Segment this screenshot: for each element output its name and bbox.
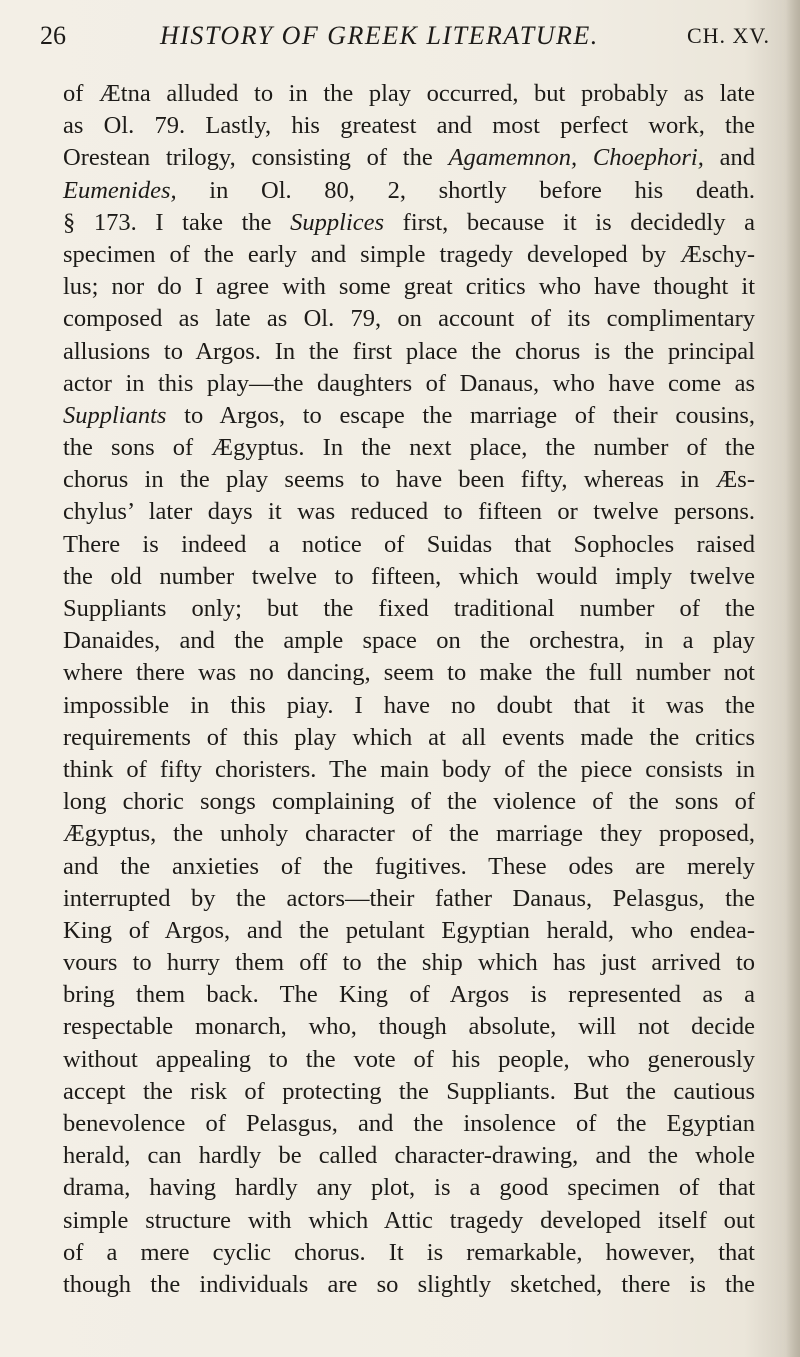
text-line [63, 561, 755, 593]
text-line [63, 947, 755, 979]
text-segment: think of fifty choristers. The main body of the piece consists in [63, 755, 755, 783]
page-number: 26 [40, 21, 66, 50]
text-segment: lus; nor do I agree with some great critics who have thought it [63, 273, 755, 301]
text-line [63, 271, 755, 303]
running-title: HISTORY OF GREEK LITERATURE. [160, 21, 599, 50]
text-segment: Orestean trilogy, consisting of the [63, 144, 449, 172]
text-segment: of Ætna alluded to in the play occurred, but probably as late [63, 80, 755, 107]
text-line [63, 818, 755, 850]
text-segment: § 173. I take the [63, 208, 291, 236]
text-segment: allusions to Argos. In the first place the chorus is the principal [63, 337, 755, 365]
text-line [63, 432, 755, 464]
text-line [63, 1108, 755, 1140]
text-segment: bring them back. The King of Argos is represented as a [63, 981, 755, 1009]
text-line [63, 1269, 755, 1301]
text-segment: Danaides, and the ample space on the orchestra, in a play [63, 627, 755, 655]
italic-text: Eumenides, [63, 176, 177, 204]
text-line [63, 625, 755, 657]
text-line [63, 239, 755, 271]
text-segment: specimen of the early and simple tragedy developed by Æschy- [63, 240, 755, 268]
text-line [63, 78, 755, 110]
body-text [63, 78, 755, 1301]
italic-text: Choephori, [592, 144, 704, 172]
text-segment: in Ol. 80, 2, shortly before his death. [176, 176, 755, 204]
text-segment: actor in this play—the daughters of Danaus, who have come as [63, 369, 755, 397]
text-line [63, 303, 755, 335]
italic-text: Supplices [290, 208, 385, 236]
text-line [63, 1076, 755, 1108]
text-line [63, 915, 755, 947]
text-line [63, 1237, 755, 1269]
text-segment: without appealing to the vote of his people, who generously [63, 1045, 755, 1073]
text-segment: of a mere cyclic chorus. It is remarkable, however, that [63, 1238, 755, 1266]
text-segment: where there was no dancing, seem to make the full number not [63, 659, 755, 687]
text-line [63, 883, 755, 915]
text-segment: interrupted by the actors—their father Danaus, Pelasgus, the [63, 884, 755, 912]
text-line [63, 979, 755, 1011]
text-segment: composed as late as Ol. 79, on account of its complimentary [63, 305, 755, 333]
text-segment: benevolence of Pelasgus, and the insolence of the Egyptian [63, 1110, 755, 1137]
page-edge-shadow [786, 0, 800, 1357]
text-segment: requirements of this play which at all events made the critics [63, 723, 755, 751]
text-segment: simple structure with which Attic tragedy developed itself out [63, 1206, 755, 1234]
text-line [63, 1044, 755, 1076]
text-line [63, 722, 755, 754]
text-line [63, 368, 755, 400]
text-segment: the old number twelve to fifteen, which would imply twelve [63, 562, 755, 590]
text-line [63, 142, 755, 174]
text-segment: chorus in the play seems to have been fifty, whereas in Æs- [63, 466, 755, 494]
text-segment: King of Argos, and the petulant Egyptian herald, who endea- [63, 916, 755, 944]
text-segment: Ægyptus, the unholy character of the marriage they proposed, [63, 820, 755, 848]
text-line [63, 496, 755, 528]
text-segment: herald, can hardly be called character-drawing, and the whole [63, 1142, 755, 1170]
text-segment: accept the risk of protecting the Suppliants. But the cautious [63, 1077, 755, 1105]
text-line [63, 336, 755, 368]
italic-text: Suppliants [63, 401, 167, 429]
text-segment: as Ol. 79. Lastly, his greatest and most perfect work, the [63, 112, 755, 140]
text-line [63, 851, 755, 883]
text-line [63, 207, 755, 239]
text-line [63, 593, 755, 625]
text-line [63, 175, 755, 207]
text-line [63, 690, 755, 722]
italic-text: Agamemnon, [448, 144, 578, 172]
text-segment: impossible in this piay. I have no doubt that it was the [63, 691, 755, 719]
text-line [63, 1140, 755, 1172]
text-line [63, 1205, 755, 1237]
text-segment: and the anxieties of the fugitives. These odes are merely [63, 852, 755, 880]
text-line [63, 464, 755, 496]
text-segment: chylus’ later days it was reduced to fifteen or twelve persons. [63, 498, 755, 526]
text-line [63, 529, 755, 561]
text-line [63, 1011, 755, 1043]
text-segment: There is indeed a notice of Suidas that Sophocles raised [63, 530, 755, 558]
text-segment: respectable monarch, who, though absolute, will not decide [63, 1013, 755, 1041]
text-segment: the sons of Ægyptus. In the next place, the number of the [63, 434, 755, 462]
text-line [63, 754, 755, 786]
text-segment: vours to hurry them off to the ship which has just arrived to [63, 949, 755, 977]
text-line [63, 657, 755, 689]
text-segment: and [703, 144, 756, 172]
text-line [63, 110, 755, 142]
chapter-label: CH. XV. [686, 23, 770, 48]
text-segment: to Argos, to escape the marriage of their cousins, [166, 401, 755, 429]
text-segment: long choric songs complaining of the violence of the sons of [63, 788, 755, 816]
text-segment [577, 144, 593, 171]
text-line [63, 786, 755, 818]
text-segment: though the individuals are so slightly sketched, there is the [63, 1270, 755, 1298]
text-line [63, 1172, 755, 1204]
text-segment: first, because it is decidedly a [384, 208, 755, 236]
text-segment: Suppliants only; but the fixed traditional number of the [63, 595, 755, 622]
running-header [40, 18, 770, 54]
text-segment: drama, having hardly any plot, is a good specimen of that [63, 1174, 755, 1202]
text-line [63, 400, 755, 432]
